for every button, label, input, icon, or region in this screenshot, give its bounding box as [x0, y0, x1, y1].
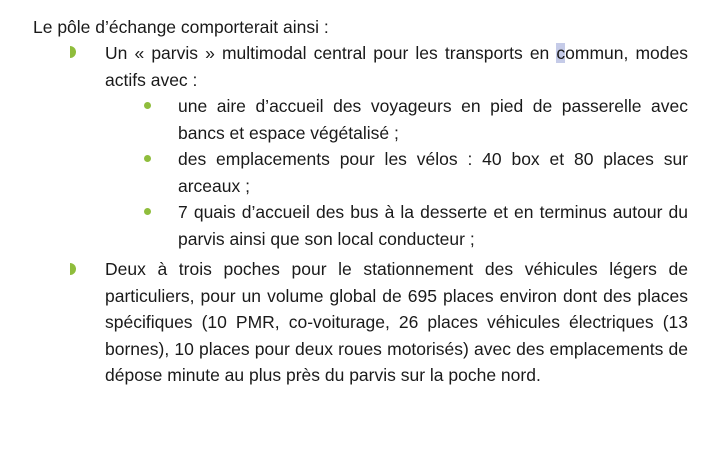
list-item: [105, 40, 688, 93]
bullet-icon: [70, 263, 76, 275]
bullet-icon: [70, 46, 76, 58]
bullet-icon: [144, 102, 151, 109]
sub-list-item: des emplacements pour les vélos : 40 box et 80 places sur arceaux ;: [178, 149, 688, 196]
sub-list-item: 7 quais d’accueil des bus à la desserte et en terminus autour du parvis ainsi que son local conducteur ;: [178, 202, 688, 249]
text-cursor-highlight: c: [556, 43, 566, 63]
sub-list-item: une aire d’accueil des voyageurs en pied de passerelle avec bancs et espace végétalisé ;: [178, 96, 688, 143]
intro-paragraph: Le pôle d’échange comporterait ainsi :: [33, 17, 329, 37]
list-item: Deux à trois poches pour le stationnement des véhicules légers de particuliers, pour un volume global de 695 places environ dont des places spécifiques (10 PMR, co-voiturage, 26 places véhicules électriques (13 bornes), 10 places pour deux roues motorisés) avec des emplacements de dépose minute au plus près du parvis sur la poche nord.: [105, 259, 688, 385]
bullet-icon: [144, 155, 151, 162]
list-item-text: Un « parvis » multimodal central pour les transports en: [105, 43, 557, 63]
bullet-icon: [144, 208, 151, 215]
list-item-text: ommun, modes actifs avec :: [105, 43, 688, 90]
